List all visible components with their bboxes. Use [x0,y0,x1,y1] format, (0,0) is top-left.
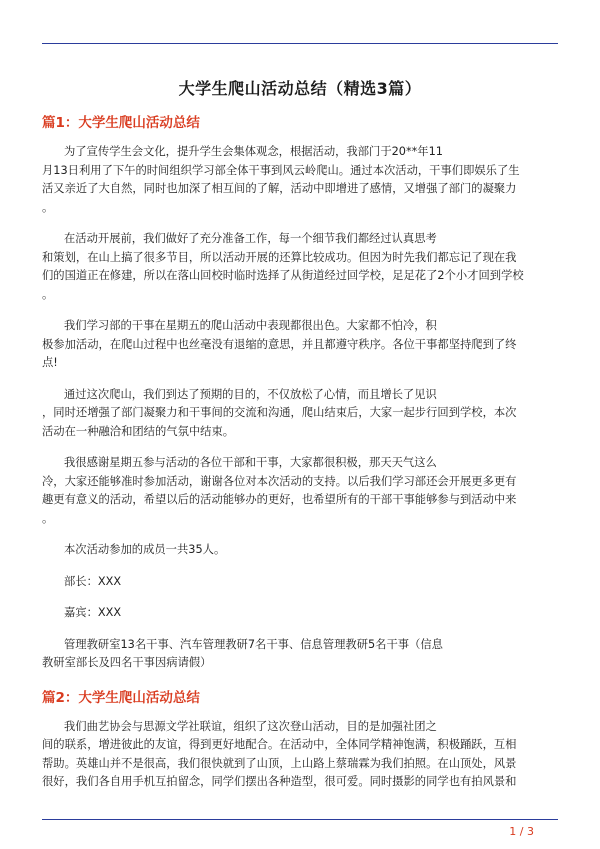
paragraph-line: 我们曲艺协会与思源文学社联谊，组织了这次登山活动，目的是加强社团之 [64,719,437,733]
paragraph-line: 极参加活动，在爬山过程中也丝毫没有退缩的意思，并且都遵守秩序。各位干事都坚持爬到了终 [42,337,517,351]
document-body [42,76,558,805]
paragraph-line: 我们学习部的干事在星期五的爬山活动中表现都很出色。大家都不怕冷，积 [64,319,437,332]
section-heading: 篇1：大学生爬山活动总结 [42,115,200,131]
paragraph-line: 活又亲近了大自然，同时也加深了相互间的了解，活动中即增进了感情，又增强了部门的凝聚力 [42,182,517,195]
paragraph-line: 很好，我们各自用手机互拍留念，同学们摆出各种造型，很可爱。同时摄影的同学也有拍风景和 [42,775,517,788]
paragraph-line: 趣更有意义的活动，希望以后的活动能够办的更好，也希望所有的干部干事能够参与到活动中来 [42,493,517,506]
paragraph-line: 。 [42,511,54,525]
paragraph-line: 嘉宾：XXX [64,606,122,619]
paragraph-line: 帮助。英雄山并不是很高，我们很快就到了山顶，上山路上蔡瑞霖为我们拍照。在山顶处，风景 [42,756,517,770]
paragraph [42,636,558,673]
page-number: 1 / 3 [509,825,534,838]
paragraph-line: 和策划，在山上搞了很多节目，所以活动开展的还算比较成功。但因为时先我们都忘记了现在我 [42,250,517,264]
paragraph [42,573,558,592]
paragraph-line: 部长：XXX [64,574,122,588]
paragraph-line: ，同时还增强了部门凝聚力和干事间的交流和沟通，爬山结束后，大家一起步行回到学校，本次 [42,406,517,419]
paragraph-line: 为了宣传学生会文化，提升学生会集体观念，根据活动，我部门于20**年11 [64,145,443,158]
section-heading: 篇2：大学生爬山活动总结 [42,689,200,706]
paragraph [42,454,558,528]
paragraph [42,718,558,792]
paragraph-line: 。 [42,200,54,214]
document-title: 大学生爬山活动总结（精选3篇） [178,79,422,98]
paragraph-line: 冷，大家还能够准时参加活动，谢谢各位对本次活动的支持。以后我们学习部还会开展更多更有 [42,474,517,488]
paragraph-line: 月13日利用了下午的时间组织学习部全体干事到风云岭爬山。通过本次活动，干事们即娱乐了生 [42,163,520,177]
paragraph-line: 通过这次爬山，我们到达了预期的目的，不仅放松了心情，而且增长了见识 [64,387,437,401]
paragraph-line: 在活动开展前，我们做好了充分准备工作，每一个细节我们都经过认真思考 [64,232,437,245]
paragraph-line: 活动在一种融洽和团结的气氛中结束。 [42,424,235,438]
paragraph-line: 本次活动参加的成员一共35人。 [64,543,226,556]
paragraph [42,143,558,217]
paragraph [42,317,558,373]
sections-container [42,111,558,792]
paragraph [42,604,558,623]
paragraph-line: 我很感谢星期五参与活动的各位干部和干事，大家都很积极，那天天气这么 [64,456,437,469]
header-rule [42,43,558,44]
paragraph [42,386,558,442]
footer-rule [42,819,558,820]
paragraph-line: 。 [42,287,54,301]
paragraph-line: 教研室部长及四名干事因病请假） [42,656,212,669]
paragraph [42,230,558,304]
paragraph [42,541,558,560]
paragraph-line: 间的联系，增进彼此的友谊，得到更好地配合。在活动中，全体同学精神饱满，积极踊跃，互相 [42,738,517,751]
paragraph-line: 点! [42,356,58,369]
paragraph-line: 们的国道正在修建，所以在落山回校时临时选择了从街道经过回学校，足足花了2个小才回到学校 [42,269,524,282]
paragraph-line: 管理教研室13名干事、汽车管理教研7名干事、信息管理教研5名干事（信息 [64,637,443,651]
